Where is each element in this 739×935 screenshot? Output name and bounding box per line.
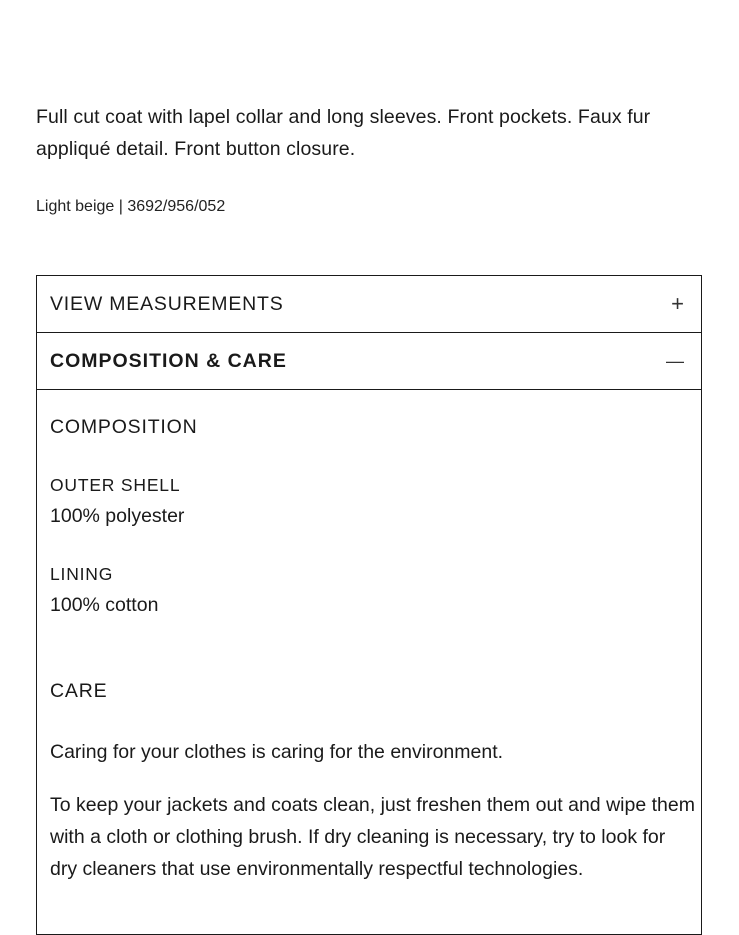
product-color-reference: Light beige | 3692/956/052: [36, 198, 226, 215]
care-title: CARE: [50, 680, 108, 702]
outer-shell-value: 100% polyester: [50, 505, 185, 527]
lining-label: LINING: [50, 564, 114, 584]
composition-title: COMPOSITION: [50, 416, 198, 438]
minus-icon: —: [666, 351, 684, 371]
lining-value: 100% cotton: [50, 594, 159, 616]
composition-care-toggle[interactable]: [37, 333, 701, 390]
plus-icon: +: [671, 291, 684, 316]
view-measurements-label: VIEW MEASUREMENTS: [50, 292, 284, 315]
composition-care-label: COMPOSITION & CARE: [50, 349, 287, 372]
product-description: Full cut coat with lapel collar and long sleeves. Front pockets. Faux fur appliqué detail. Front button closure.: [36, 106, 651, 160]
care-intro: Caring for your clothes is caring for the environment.: [50, 741, 504, 763]
composition-care-panel: [37, 390, 701, 930]
product-info-accordion: [36, 275, 702, 935]
outer-shell-label: OUTER SHELL: [50, 475, 181, 495]
view-measurements-toggle[interactable]: [37, 276, 701, 333]
care-instructions: To keep your jackets and coats clean, just freshen them out and wipe them with a cloth or clothing brush. If dry cleaning is necessary, try to look for dry cleaners that use environmentally respectful technologies.: [50, 794, 695, 880]
